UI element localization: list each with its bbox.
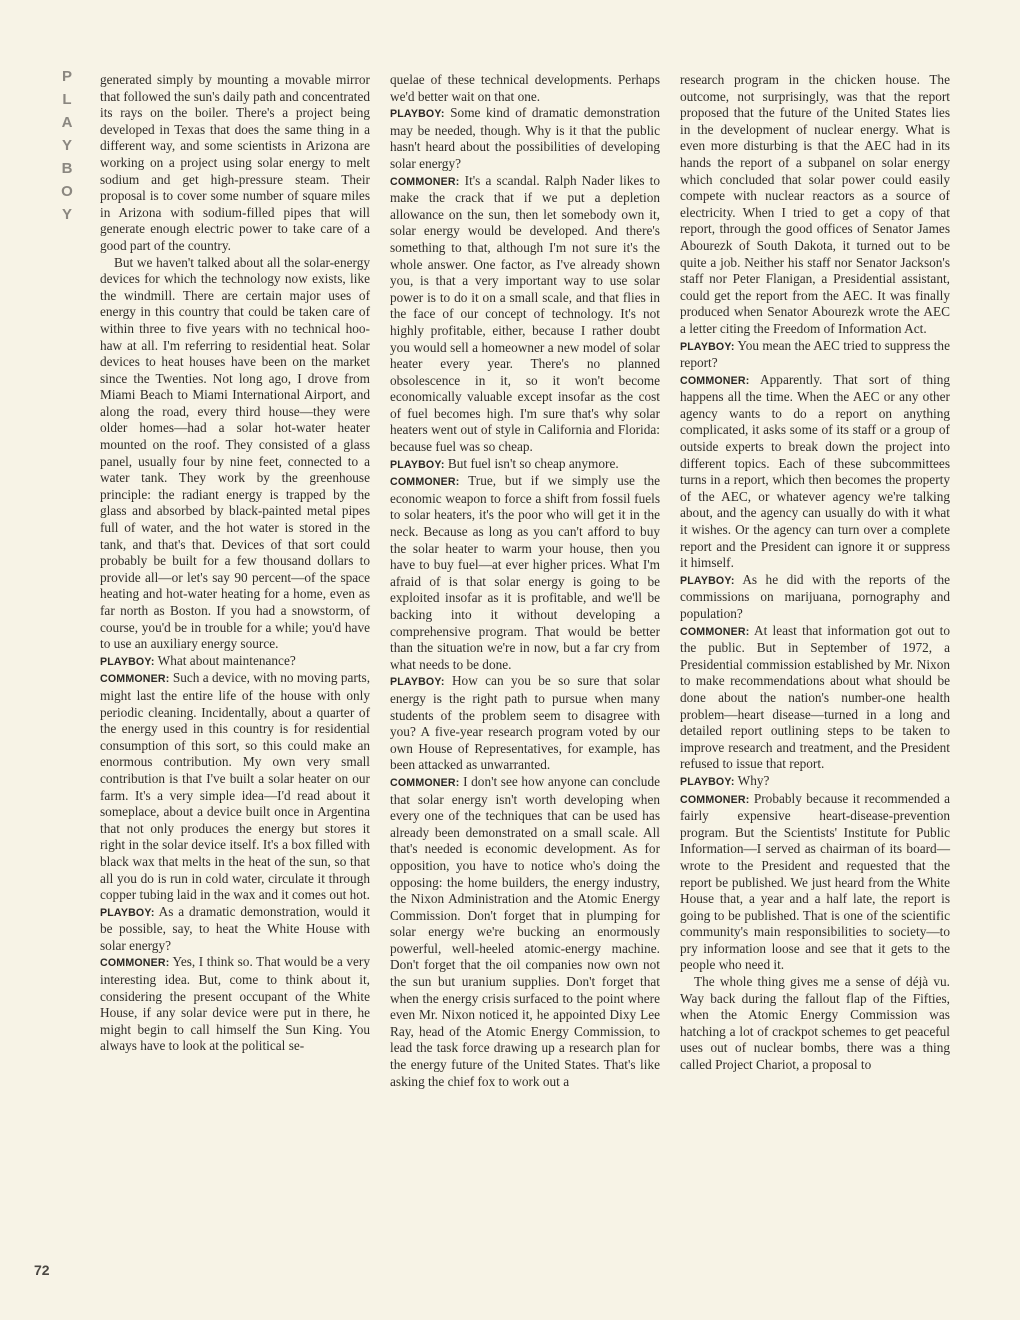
- dialogue-paragraph: [100, 653, 370, 671]
- sidebar-letter: Y: [61, 206, 72, 223]
- speaker-label: PLAYBOY:: [100, 906, 155, 919]
- sidebar-letter: B: [61, 160, 73, 177]
- paragraph-text: generated simply by mounting a movable mirror that followed the sun's daily path and concentrated its rays on the boiler. There's a project being developed in Texas that does the same thing in a different way, and some scientists in Arizona are working on a project using solar energy to melt sodium and get high-pressure steam. Their proposal is to cover some number of square miles in Arizona with sodium-filled pipes that will generate enough electric power to take care of a good part of the country.: [100, 72, 370, 253]
- paragraph-text: quelae of these technical developments. Perhaps we'd better wait on that one.: [390, 72, 660, 104]
- paragraph-text: You mean the AEC tried to suppress the report?: [680, 337, 950, 371]
- paragraph-text: As a dramatic demonstration, would it be possible, say, to heat the White House with solar energy?: [100, 903, 371, 953]
- paragraph-text: As he did with the reports of the commissions on marijuana, pornography and population?: [680, 571, 950, 621]
- dialogue-paragraph: [680, 623, 950, 773]
- page-number: 72: [34, 1262, 50, 1278]
- speaker-label: PLAYBOY:: [100, 655, 155, 668]
- speaker-label: COMMONER:: [680, 793, 750, 806]
- speaker-label: COMMONER:: [680, 625, 750, 638]
- dialogue-paragraph: [100, 670, 370, 903]
- sidebar-letter: P: [61, 68, 72, 85]
- paragraph-text: Some kind of dramatic demonstration may be needed, though. Why is it that the public hasn't heard about the possibilities of developing solar energy?: [390, 105, 661, 171]
- dialogue-paragraph: [680, 773, 950, 791]
- sidebar-letter: O: [61, 183, 73, 200]
- paragraph-text: How can you be so sure that solar energy is the right path to pursue when many students of the problem seem to disagree with you? A five-year research program voted by our own House of Representatives, for example, has been attacked as unwarranted.: [390, 673, 660, 773]
- paragraph-text: It's a scandal. Ralph Nader likes to make the crack that if we put a depletion allowance on the sun, then let somebody own it, solar energy would be developed. And there's something to that, although I'm not sure it's the whole answer. One factor, as I've already shown you, is that a very important way to use solar power is to do it on a small scale, and that flies in the face of our concept of technology. It's not highly profitable, either, because I rather doubt you would sell a homeowner a new model of solar heater every year. There's no planned obsolescence in it, so it won't become economically valuable except insofar as the cost of fuel becomes high. I'm sure that's why solar heaters went out of style in California and Florida: because fuel was so cheap.: [390, 172, 661, 455]
- dialogue-paragraph: [100, 904, 370, 955]
- speaker-label: COMMONER:: [390, 776, 460, 789]
- dialogue-paragraph: [390, 456, 660, 474]
- text-column-1: [100, 72, 370, 1055]
- dialogue-paragraph: [680, 338, 950, 372]
- speaker-label: COMMONER:: [390, 175, 460, 188]
- dialogue-paragraph: [390, 473, 660, 673]
- speaker-label: PLAYBOY:: [390, 676, 445, 689]
- speaker-label: PLAYBOY:: [680, 340, 735, 353]
- text-column-2: [390, 72, 660, 1090]
- paragraph-text: The whole thing gives me a sense of déjà vu. Way back during the fallout flap of the Fifties, when the Atomic Energy Commission was hatching a lot of crackpot schemes to get peaceful uses out of nuclear bombs, there was a thing called Project Chariot, a proposal to: [680, 974, 950, 1073]
- sidebar-letter: Y: [61, 137, 72, 154]
- speaker-label: PLAYBOY:: [680, 775, 735, 788]
- paragraph-text: I don't see how anyone can conclude that solar energy isn't worth developing when every one of the techniques that can be used has already been demonstrated on a small scale. All that's needed is economic development. As for opposition, you have to notice who's doing the opposing: the home builders, the energy industry, the Nixon Administration and the Atomic Energy Commission. Don't forget that in plumping for solar energy we're bucking an enormously powerful, well-heeled atomic-energy machine. Don't forget that the oil companies now own not the sun but uranium supplies. Don't forget that when the energy crisis surfaced to the point where even Mr. Nixon noticed it, he appointed Dixy Lee Ray, head of the Atomic Energy Commission, to lead the task force drawing up a research plan for the energy future of the United States. That's like asking the chief fox to work out a: [390, 773, 660, 1089]
- sidebar-letter: A: [61, 114, 73, 131]
- speaker-label: COMMONER:: [390, 476, 460, 489]
- dialogue-paragraph: [680, 572, 950, 623]
- dialogue-paragraph: [390, 105, 660, 172]
- paragraph-text: But we haven't talked about all the solar-energy devices for which the technology now exists, like the windmill. There are certain major uses of energy in this country that could be taken care of within three to five years with no technical hoo-haw at all. I'm referring to residential heat. Solar devices to heat houses have been on the market since the Twenties. Not long ago, I drove from Miami Beach to Miami International Airport, and along the road, every third house—they were older homes—had a solar hot-water heater mounted on the roof. They consisted of a glass panel, usually four by nine feet, connected to a water tank. They work by the greenhouse principle: the radiant energy is trapped by the glass and absorbed by black-painted metal pipes full of water, and the hot water is stored in the tank, and that's that. Devices of that sort could probably be built for a few thousand dollars to provide all—or let's say 90 percent—of the space heating and hot-water heating for a home, even as far north as Boston. If you had a snowstorm, of course, you'd be in trouble for a while; you'd have to use an auxiliary energy source.: [100, 254, 370, 652]
- dialogue-paragraph: [390, 774, 660, 1090]
- dialogue-paragraph: [100, 954, 370, 1055]
- narrative-paragraph: [390, 72, 660, 105]
- narrative-paragraph: [680, 974, 950, 1074]
- paragraph-text: Apparently. That sort of thing happens all the time. When the AEC or any other agency wants to do a report on anything complicated, it asks some of its staff or a group of outside experts to break down the project into different topics. Each of these subcommittees turns in a report, which then becomes the property of the AEC, or whatever agency we're talking about, and the agency can usually do with it what it wishes. Or the agency can turn over a complete report and the President can ignore it or suppress it himself.: [680, 371, 950, 571]
- speaker-label: COMMONER:: [100, 957, 170, 970]
- dialogue-paragraph: [390, 173, 660, 456]
- dialogue-paragraph: [680, 791, 950, 975]
- paragraph-text: At least that information got out to the public. But in September of 1972, a Presidential commission established by Mr. Nixon to make recommendations about what should be done about the nation's number-one health problem—heart disease—turned in a long and detailed report outlining steps to be taken to improve research and treatment, and the President refused to issue that report.: [680, 622, 951, 772]
- dialogue-paragraph: [680, 372, 950, 572]
- speaker-label: PLAYBOY:: [390, 108, 445, 121]
- speaker-label: COMMONER:: [100, 673, 170, 686]
- paragraph-text: Probably because it recommended a fairly expensive heart-disease-prevention program. But the Scientists' Institute for Public Information—I served as chairman of its board—wrote to the President and requested that the report be published. We just heard from the White House that, a year and a half late, the report is going to be published. That is one of the scientific community's main responsibilities to society—to pry information loose and see that it gets to the people who need it.: [680, 790, 951, 973]
- text-column-3: [680, 72, 950, 1074]
- paragraph-text: Why?: [737, 772, 770, 788]
- narrative-paragraph: [100, 255, 370, 653]
- narrative-paragraph: [100, 72, 370, 255]
- narrative-paragraph: [680, 72, 950, 338]
- speaker-label: PLAYBOY:: [680, 574, 735, 587]
- speaker-label: PLAYBOY:: [390, 458, 445, 471]
- magazine-sidebar-title: [52, 68, 82, 229]
- paragraph-text: Yes, I think so. That would be a very interesting idea. But, come to think about it, considering the present occupant of the White House, if any solar device were put in there, he might begin to call himself the Sun King. You always have to look at the political se-: [100, 954, 370, 1054]
- speaker-label: COMMONER:: [680, 374, 750, 387]
- paragraph-text: What about maintenance?: [157, 652, 296, 668]
- paragraph-text: But fuel isn't so cheap anymore.: [447, 455, 619, 471]
- dialogue-paragraph: [390, 673, 660, 774]
- paragraph-text: research program in the chicken house. The outcome, not surprisingly, was that the report proposed that the future of the United States lies in the development of nuclear energy. What is even more disturbing is that the AEC had in its hands the report of a subpanel on solar energy which concluded that solar power could easily compete with nuclear reactors as a source of electricity. When I tried to get a copy of that report, through the good offices of Senator James Abourezk of South Dakota, it turned out to be quite a job. Neither his staff nor Senator Jackson's staff nor Peter Flanigan, a Presidential assistant, could get the report from the AEC. It was finally produced when Senator Abourezk wrote the AEC a letter citing the Freedom of Information Act.: [680, 72, 950, 336]
- paragraph-text: Such a device, with no moving parts, might last the entire life of the house with only periodic cleaning. Incidentally, about a quarter of the energy used in this country is for residential consumption of this sort, so this could make an enormous contribution. My own very small contribution is that I've built a solar heater on our farm. It's a very simple idea—I'd read about it someplace, about a device built once in Argentina that not only produces the energy but stores it right in the solar device itself. It's a box filled with black wax that melts in the heat of the sun, so that all you do is run in cold water, circulate it through copper tubing laid in the wax and it comes out hot.: [100, 670, 371, 903]
- paragraph-text: True, but if we simply use the economic weapon to force a shift from fossil fuels to solar heaters, it's the poor who will get it in the neck. Because as long as you can't afford to buy the solar heater to warm your house, then you have to buy fuel—at ever higher prices. What I'm afraid of is that solar energy is going to be exploited insofar as it is profitable, and we'll be backing into it without developing a comprehensive program. That would be better than the situation we're in now, but a far cry from what needs to be done.: [390, 473, 660, 672]
- sidebar-letter: L: [62, 91, 72, 108]
